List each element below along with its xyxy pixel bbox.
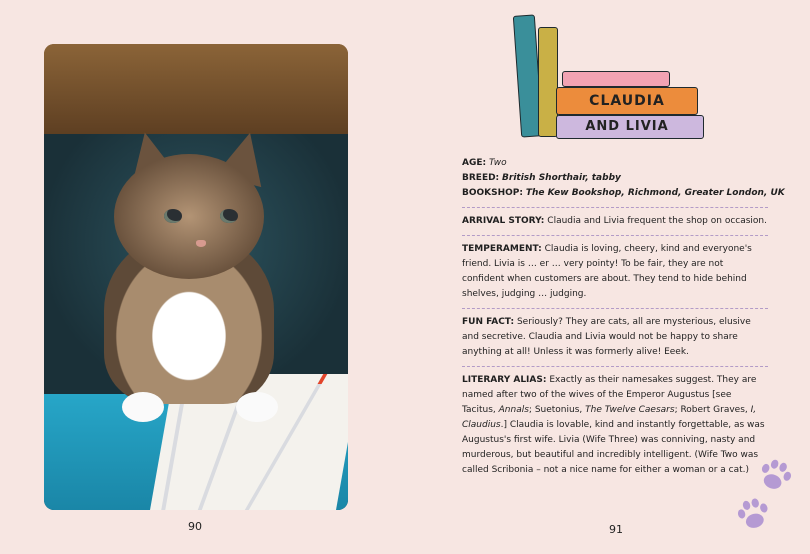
paw-print-icon [733, 494, 773, 534]
literary-text-3: ; Robert Graves, [674, 405, 748, 415]
book-pink [562, 71, 670, 87]
kitten-nose [196, 240, 206, 247]
left-page [0, 0, 400, 554]
paw-print-icon [755, 455, 795, 495]
age-row [462, 156, 768, 171]
kitten-eye [164, 209, 182, 223]
funfact-section [462, 315, 768, 360]
page-number: 90 [188, 520, 202, 533]
temperament-text: Claudia is loving, cheery, kind and everyone's friend. Livia is … er … very pointy! To be fair, they are not confident when customers are about. They tend to hide behind shelves, judging … judging. [462, 244, 752, 299]
kitten-photo [44, 44, 348, 510]
breed-label: BREED: [462, 173, 500, 183]
profile-meta [462, 156, 785, 201]
dashed-divider [462, 366, 768, 367]
bookshop-label: BOOKSHOP: [462, 188, 523, 198]
book-olive [538, 27, 558, 137]
literary-section [462, 373, 768, 478]
breed-value: British Shorthair, tabby [502, 173, 621, 183]
literary-text-4: .] Claudia is lovable, kind and instantly forgettable, as was Augustus's first wife. Livia (Wife Three) was conniving, nasty and murderous, but beautiful and incredibly intelligent. (Wife Two was called Scribonia – not a nice name for either a woman or a cat.) [462, 420, 765, 475]
literary-label: LITERARY ALIAS: [462, 375, 547, 385]
arrival-section [462, 214, 768, 229]
funfact-label: FUN FACT: [462, 317, 515, 327]
literary-twelve-caesars: The Twelve Caesars [585, 405, 675, 415]
bookshop-value: The Kew Bookshop, Richmond, Greater London, UK [525, 188, 785, 198]
cat-name-line1: CLAUDIA [589, 93, 665, 109]
literary-i-claudius: I, Claudius [462, 405, 757, 430]
kitten-head [114, 154, 264, 279]
page-number: 91 [609, 523, 623, 536]
breed-row [462, 171, 768, 186]
books-illustration [512, 15, 707, 140]
profile-text [462, 156, 785, 478]
funfact-text: Seriously? They are cats, all are mysterious, elusive and secretive. Claudia and Livia would not be happy to share anything at all! Unless it was formerly alive! Eeek. [462, 317, 751, 357]
kitten-paw [122, 392, 164, 422]
dashed-divider [462, 235, 768, 236]
kitten-paw [236, 392, 278, 422]
kitten-eye [220, 209, 238, 223]
temperament-label: TEMPERAMENT: [462, 244, 542, 254]
arrival-text: Claudia and Livia frequent the shop on occasion. [547, 216, 767, 226]
age-value: Two [488, 158, 507, 168]
right-page [400, 0, 810, 554]
dashed-divider [462, 207, 768, 208]
literary-text-1: Exactly as their namesakes suggest. They are named after two of the wives of the Emperor Augustus [see Tacitus, [462, 375, 757, 415]
literary-annals: Annals [498, 405, 529, 415]
literary-text-2: ; Suetonius, [528, 405, 583, 415]
cat-name-line2: AND LIVIA [585, 119, 669, 134]
dashed-divider [462, 308, 768, 309]
temperament-section [462, 242, 768, 302]
bookshop-row [462, 186, 785, 201]
arrival-label: ARRIVAL STORY: [462, 216, 545, 226]
shelf-top [44, 44, 348, 134]
age-label: AGE: [462, 158, 487, 168]
